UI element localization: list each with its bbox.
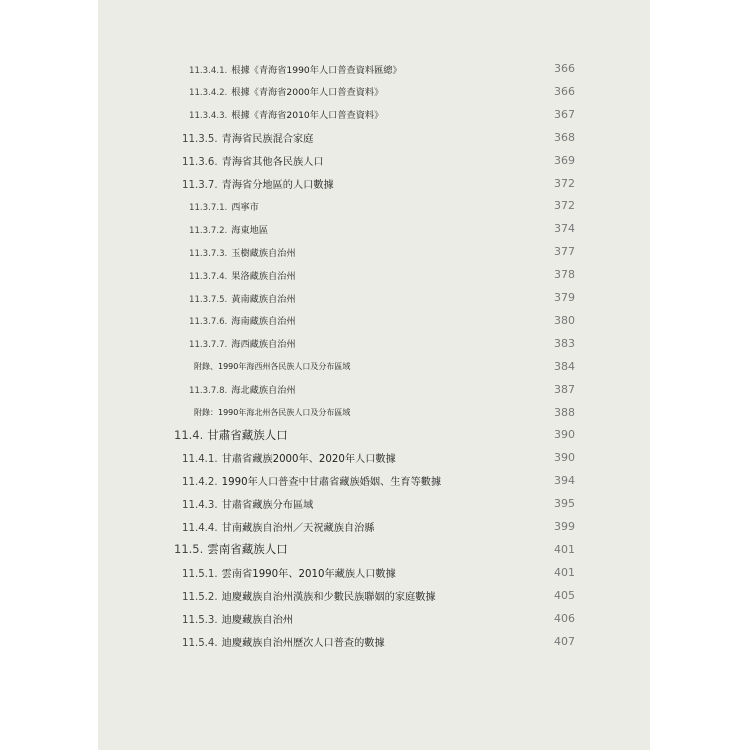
toc-entry [98,172,650,195]
toc-entry-text [98,62,402,76]
toc-entry-title: 海南藏族自治州 [231,316,296,328]
toc-entry-title: 海東地區 [231,224,269,236]
toc-entry-number: 11.3.7.1. [189,202,228,213]
toc-entry-number: 11.4.3. [182,500,218,512]
toc-page-number: 401 [554,565,575,579]
toc-entry [98,538,650,561]
toc-entry-text [98,519,374,534]
toc-entry-number: 11.5.4. [182,637,218,649]
toc-entry-text [98,291,296,305]
toc-entry-title: 青海省其他各民族人口 [221,156,324,168]
toc-entry-text [98,634,385,649]
toc-entry-text [98,245,296,259]
toc-page-number: 395 [554,497,575,511]
toc-entry-text [98,588,436,603]
toc-entry [98,469,650,492]
toc-entry-title: 青海省分地區的人口數據 [221,179,334,191]
toc-page-number: 405 [554,588,575,602]
book-page [98,0,650,750]
toc-entry-title: 雲南省藏族人口 [207,542,288,557]
toc-page-number: 367 [554,107,575,121]
toc-entry-title: 甘肅省藏族2000年、2020年人口數據 [221,454,396,466]
toc-page-number: 369 [554,153,575,167]
toc-entry-number: 11.3.7.2. [189,225,228,236]
toc-entry [98,240,650,263]
toc-entry-number: 11.3.7.7. [189,340,228,351]
toc-entry-text [98,313,296,327]
toc-page-number: 379 [554,291,575,304]
toc-entry-title: 黃南藏族自治州 [231,293,296,305]
toc-entry-title: 根據《青海省2010年人口普查資料》 [231,110,384,122]
toc-entry-number: 11.4.1. [182,454,218,466]
toc-entry-title: 迪慶藏族自治州 [221,614,293,626]
toc-page-number: 407 [554,634,575,648]
toc-entry-number: 11.3.4.1. [189,65,228,76]
toc-entry [98,149,650,172]
toc-entry-title: 海西藏族自治州 [231,339,296,351]
toc-entry-number: 11.3.5. [182,133,218,145]
toc-entry [98,561,650,584]
toc-page-number: 401 [554,542,575,556]
toc-page-number: 399 [554,520,575,533]
toc-entry [98,630,650,653]
toc-page-number: 390 [554,428,575,442]
toc-entry [98,401,650,424]
toc-entry-text [98,541,288,557]
toc-entry [98,309,650,332]
toc-entry-text [98,407,350,418]
toc-page-number: 388 [554,405,575,419]
toc-entry-text [98,222,268,236]
toc-entry [98,332,650,355]
toc-entry [98,126,650,149]
toc-entry [98,607,650,630]
toc-entry-title: 甘肅省藏族分布區域 [221,500,314,512]
toc-page-number: 384 [554,359,575,373]
toc-entry-title: 玉樹藏族自治州 [231,247,296,259]
toc-entry-text [98,153,324,168]
toc-entry-text [98,611,293,626]
toc-entry [98,80,650,103]
toc-entry [98,57,650,80]
toc-entry-text [98,427,288,443]
toc-entry-title: 青海省民族混合家庭 [221,133,314,145]
toc-entry [98,378,650,401]
toc-entry-title: 海北藏族自治州 [231,385,296,397]
toc-entry-title: 1990年人口普查中甘肅省藏族婚姻、生育等數據 [221,477,442,489]
toc-entry-text [98,130,313,145]
toc-entry-number: 11.5.1. [182,568,218,580]
toc-entry-text [98,199,259,213]
toc-page-number: 390 [554,451,575,465]
toc-page-number: 368 [554,130,575,144]
toc-entry-text [98,450,396,465]
toc-page-number: 387 [554,382,575,396]
toc-page-number: 366 [554,62,575,75]
toc-entry-number: 11.3.7.8. [189,386,228,397]
toc-entry-text [98,176,334,191]
toc-entry-text [98,496,313,511]
toc-page-number: 394 [554,474,575,488]
toc-entry-text [98,107,383,121]
toc-entry-title: 根據《青海省2000年人口普查資料》 [231,87,384,99]
toc-entry [98,492,650,515]
toc-entry-number: 11.5.2. [182,591,218,603]
toc-entry [98,446,650,469]
toc-page-number: 406 [554,611,575,625]
toc-page-number: 366 [554,84,575,98]
toc-entry-number: 11.3.6. [182,156,218,168]
toc-entry-number: 11.4. [174,427,204,442]
toc-entry-text [98,361,350,372]
toc-entry-title: 西寧市 [231,201,259,213]
toc-entry-text [98,268,296,282]
toc-entry-title: 甘南藏族自治州／天祝藏族自治縣 [221,523,375,534]
toc-page-number: 377 [554,245,575,259]
toc-page-number: 374 [554,222,575,236]
toc-entry-number: 11.3.7.4. [189,271,228,282]
toc-entry-title: 迪慶藏族自治州漢族和少數民族聯姻的家庭數據 [221,591,436,603]
toc-entry-number: 11.3.7.3. [189,248,228,259]
toc-page-number: 380 [554,313,575,327]
toc-entry-title: 根據《青海省1990年人口普查資料匯總》 [231,64,402,76]
toc-entry-number: 11.3.7.6. [189,317,228,328]
toc-entry-title: 附錄、1990年海西州各民族人口及分布區域 [194,361,351,371]
toc-entry [98,194,650,217]
toc-entry-number: 11.3.4.2. [189,88,228,99]
toc-entry-number: 11.4.2. [182,477,218,489]
toc-entry [98,584,650,607]
toc-entry-text [98,473,441,488]
toc-entry-text [98,84,383,98]
toc-entry-number: 11.4.4. [182,523,218,534]
toc-page-number: 372 [554,199,575,213]
toc-entry [98,103,650,126]
toc-entry-number: 11.3.4.3. [189,111,228,122]
toc-entry [98,217,650,240]
toc-entry [98,423,650,446]
toc-entry-title: 甘肅省藏族人口 [207,427,288,442]
toc-entry [98,515,650,538]
toc-entry [98,286,650,309]
toc-entry [98,263,650,286]
toc-entry-number: 11.5. [174,542,204,557]
toc-entry-title: 果洛藏族自治州 [231,270,296,282]
toc-entry-number: 11.5.3. [182,614,218,626]
toc-entry-number: 11.3.7.5. [189,294,228,305]
toc-entry-text [98,336,296,350]
toc-entry-title: 附錄：1990年海北州各民族人口及分布區域 [194,407,351,417]
toc-page-number: 383 [554,336,575,350]
toc-entry-text [98,382,296,396]
toc-entry-title: 迪慶藏族自治州歷次人口普查的數據 [221,637,385,649]
toc-entry [98,355,650,378]
toc-entry-number: 11.3.7. [182,179,218,191]
toc-entry-title: 雲南省1990年、2010年藏族人口數據 [221,568,396,580]
toc-page-number: 378 [554,268,575,282]
toc-page-number: 372 [554,176,575,190]
toc-entry-text [98,565,396,580]
